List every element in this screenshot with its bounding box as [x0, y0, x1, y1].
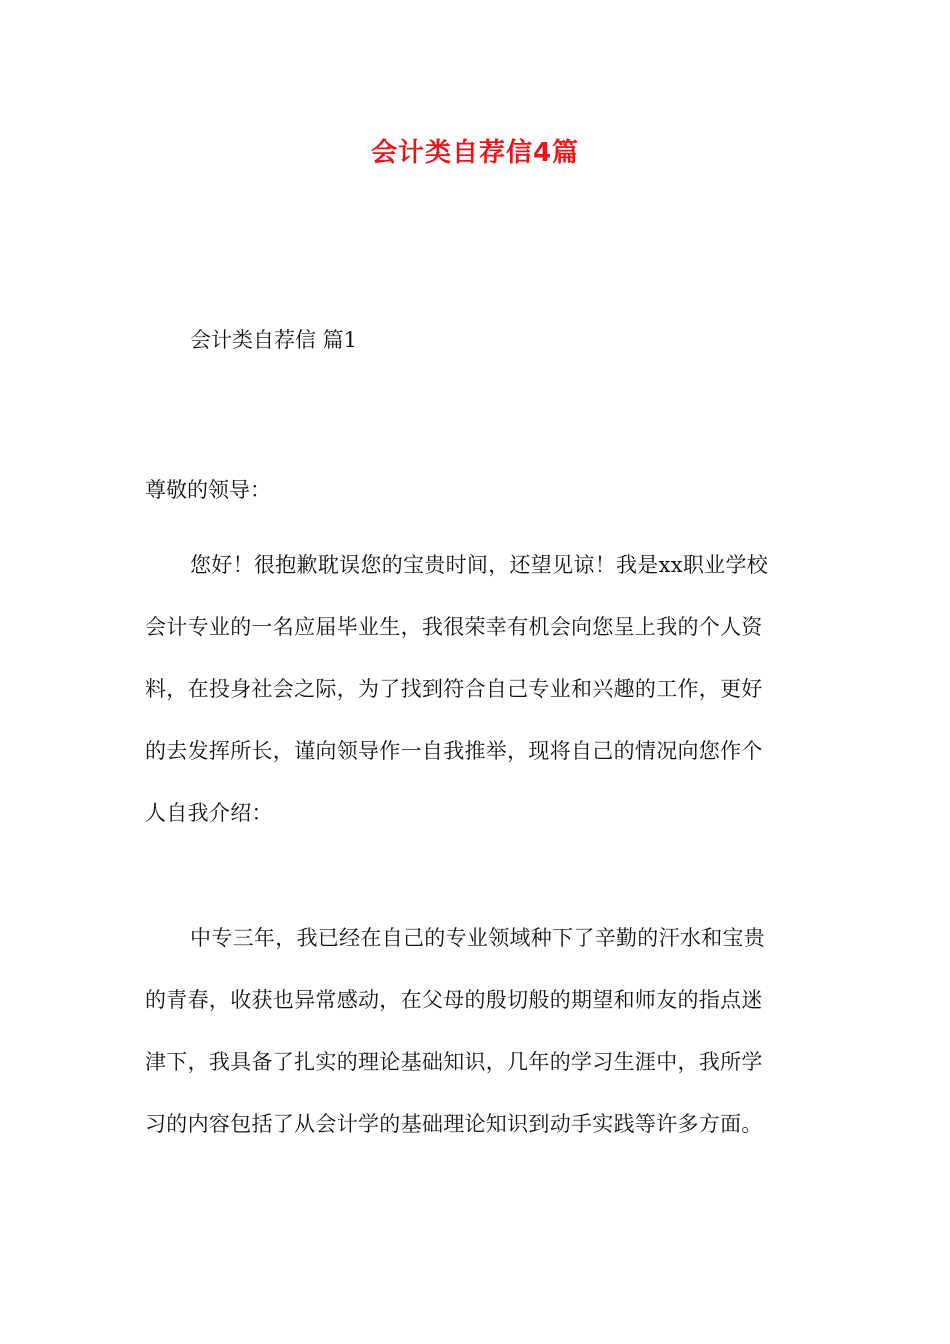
page-title: 会计类自荐信4篇 [370, 138, 580, 168]
text-line: 会计专业的一名应届毕业生，我很荣幸有机会向您呈上我的个人资 [145, 615, 763, 639]
text-line: 您好！很抱歉耽误您的宝贵时间，还望见谅！我是xx职业学校 [190, 553, 769, 577]
text-line: 津下，我具备了扎实的理论基础知识，几年的学习生涯中，我所学 [145, 1050, 763, 1074]
text-line: 的青春，收获也异常感动，在父母的殷切般的期望和师友的指点迷 [145, 988, 763, 1012]
paragraph-2 [145, 907, 805, 1155]
text-line: 的去发挥所长，谨向领导作一自我推举，现将自己的情况向您作个 [145, 739, 763, 763]
paragraph-1 [145, 534, 805, 844]
text-line: 人自我介绍： [145, 801, 273, 825]
section-heading: 会计类自荐信 篇1 [190, 328, 358, 352]
salutation: 尊敬的领导： [145, 478, 271, 502]
text-line: 料，在投身社会之际，为了找到符合自己专业和兴趣的工作，更好 [145, 677, 763, 701]
text-line: 中专三年，我已经在自己的专业领域种下了辛勤的汗水和宝贵 [190, 926, 766, 950]
text-line: 习的内容包括了从会计学的基础理论知识到动手实践等许多方面。 [145, 1112, 763, 1136]
